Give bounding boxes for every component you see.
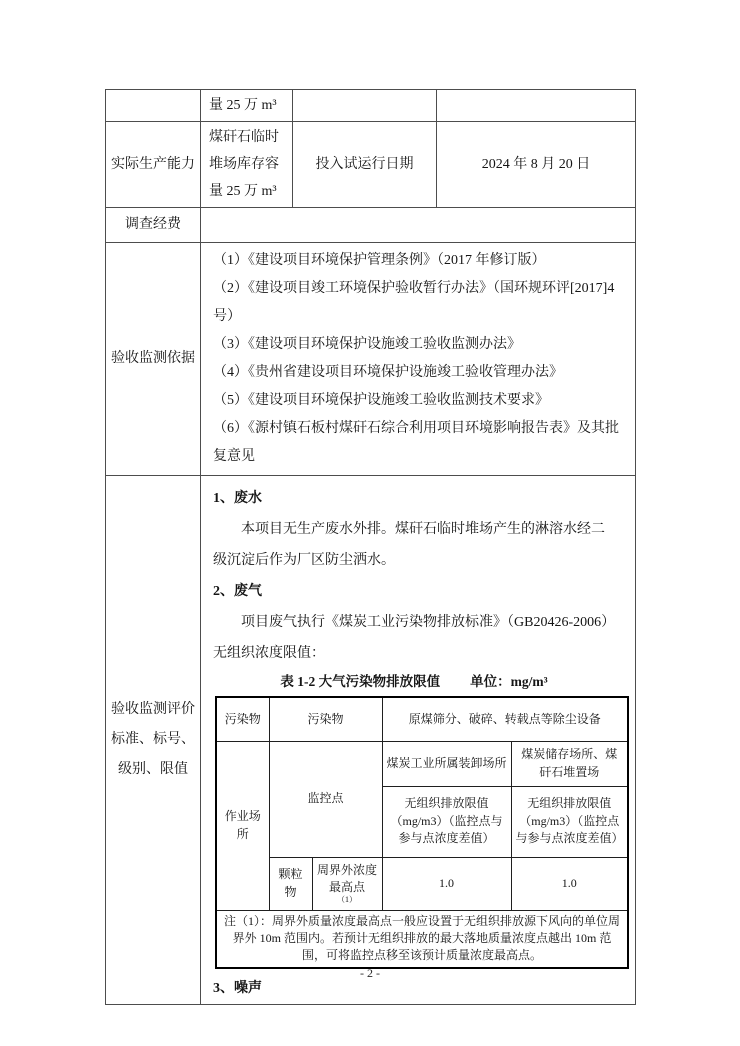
cell-equipment-header: 原煤筛分、破碎、转载点等除尘设备 (382, 697, 628, 741)
table-row-evaluation-standards (106, 476, 636, 1005)
cell-funds-label: 调查经费 (106, 208, 201, 243)
table-row-monitoring-basis (106, 243, 636, 476)
air-table-caption (213, 670, 615, 694)
basis-item: （5）《建设项目环境保护设施竣工验收监测技术要求》 (213, 393, 549, 408)
air-table-unit: 单位：mg/m³ (470, 674, 548, 689)
cell-workplace: 作业场所 (216, 741, 269, 910)
section-heading-wastewater: 1、废水 (213, 491, 262, 506)
basis-item: （6）《源村镇石板村煤矸石综合利用项目环境影响报告表》及其批复意见 (213, 421, 619, 464)
table-row (216, 741, 628, 786)
waste-gas-paragraph: 项目废气执行《煤炭工业污染物排放标准》（GB20426-2006）无组织浓度限值： (213, 615, 609, 661)
table-row (216, 697, 628, 741)
cell-limit-loading: 无组织排放限值（mg/m3）（监控点与参与点浓度差值） (382, 786, 511, 857)
cell-pollutant-header-a: 污染物 (216, 697, 269, 741)
cell-capacity-tail: 量 25 万 m³ (201, 90, 293, 122)
basis-item: （2）《建设项目竣工环境保护验收暂行办法》（国环规环评[2017]4 号） (213, 281, 615, 324)
monitor-location-text: 周界外浓度最高点 (317, 862, 378, 895)
cell-empty (437, 90, 636, 122)
cell-trial-date-value: 2024 年 8 月 20 日 (437, 122, 636, 208)
cell-monitor-point: 监控点 (269, 741, 382, 857)
cell-standards-content (201, 476, 636, 1005)
cell-standards-label: 验收监测评价标准、标号、级别、限值 (106, 476, 201, 1005)
basis-item: （4）《贵州省建设项目环境保护设施竣工验收管理办法》 (213, 365, 563, 380)
cell-table-note: 注（1）：周界外质量浓度最高点一般应设置于无组织排放源下风向的单位周界外 10m 范围内。若预计无组织排放的最大落地质量浓度点越出 10m 范围，可将监控点移至该预计质量浓度最高点。 (216, 910, 628, 968)
table-row-note (216, 910, 628, 968)
table-row-production-capacity (106, 122, 636, 208)
cell-empty (106, 90, 201, 122)
cell-site-loading: 煤炭工业所属装卸场所 (382, 741, 511, 786)
cell-pollutant-header-b: 污染物 (269, 697, 382, 741)
cell-monitor-location (312, 857, 382, 910)
cell-basis-label: 验收监测依据 (106, 243, 201, 476)
section-heading-waste-gas: 2、废气 (213, 584, 262, 599)
cell-pollutant-name: 颗粒物 (269, 857, 312, 910)
table-row (216, 857, 628, 910)
basis-item: （1）《建设项目环境保护管理条例》（2017 年修订版） (213, 253, 546, 268)
basis-item: （3）《建设项目环境保护设施竣工验收监测办法》 (213, 337, 521, 352)
cell-value-loading: 1.0 (382, 857, 511, 910)
cell-production-label: 实际生产能力 (106, 122, 201, 208)
cell-empty (293, 90, 437, 122)
air-table-title: 表 1-2 大气污染物排放限值 (280, 674, 441, 689)
cell-site-storage: 煤炭储存场所、煤矸石堆置场 (511, 741, 628, 786)
section-heading-noise: 3、噪声 (213, 980, 262, 996)
cell-trial-date-label: 投入试运行日期 (293, 122, 437, 208)
page-number: - 2 - (360, 966, 380, 980)
cell-funds-value (201, 208, 636, 243)
table-row-survey-funds (106, 208, 636, 243)
monitor-location-footnote-ref: （1） (337, 895, 357, 905)
cell-stockpile-capacity: 煤矸石临时堆场库存容量 25 万 m³ (201, 122, 293, 208)
air-emission-limit-table (215, 696, 629, 969)
report-table (105, 89, 636, 1005)
cell-limit-storage: 无组织排放限值（mg/m3）（监控点与参与点浓度差值） (511, 786, 628, 857)
table-row-overflow (106, 90, 636, 122)
wastewater-paragraph: 本项目无生产废水外排。煤矸石临时堆场产生的淋溶水经二级沉淀后作为厂区防尘洒水。 (213, 522, 605, 568)
cell-value-storage: 1.0 (511, 857, 628, 910)
cell-basis-list (201, 243, 636, 476)
